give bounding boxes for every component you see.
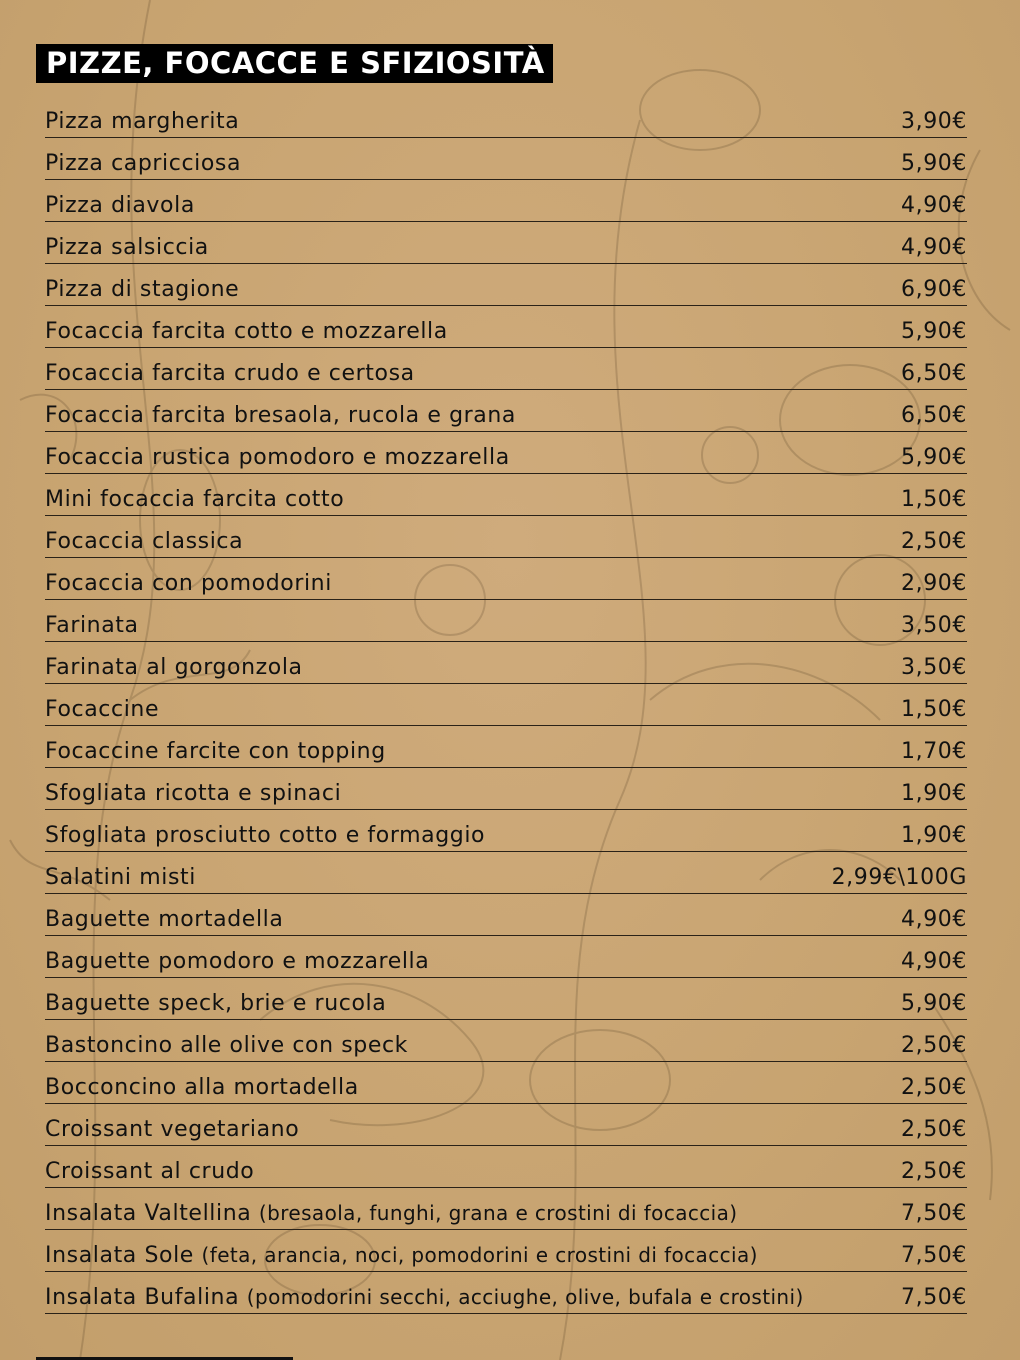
item-price: 3,90€: [901, 109, 967, 134]
item-price: 5,90€: [901, 991, 967, 1016]
item-name: [45, 1116, 299, 1144]
item-name-text: Pizza salsiccia: [45, 235, 209, 260]
menu-item: [45, 266, 967, 306]
item-name: [45, 276, 239, 304]
item-description: (bresaola, funghi, grana e crostini di focaccia): [258, 1201, 738, 1225]
item-name: [45, 864, 196, 892]
item-price: 3,50€: [901, 655, 967, 680]
item-name-text: Bocconcino alla mortadella: [45, 1075, 359, 1100]
item-name: [45, 990, 386, 1018]
item-name-text: Mini focaccia farcita cotto: [45, 487, 345, 512]
item-name: [45, 1199, 737, 1228]
menu-item: [45, 560, 967, 600]
item-name: [45, 738, 386, 766]
item-name: [45, 486, 344, 514]
item-name-text: Insalata Valtellina: [45, 1201, 252, 1226]
item-name-text: Focaccia con pomodorini: [45, 571, 332, 596]
menu-item: [45, 1064, 967, 1104]
menu-item: [45, 392, 967, 432]
item-name-text: Pizza di stagione: [45, 277, 240, 302]
item-name-text: Bastoncino alle olive con speck: [45, 1033, 409, 1058]
menu-item: [45, 476, 967, 516]
item-price: 5,90€: [901, 151, 967, 176]
item-name-text: Baguette pomodoro e mozzarella: [45, 949, 430, 974]
item-name: [45, 444, 510, 472]
item-name-text: Pizza margherita: [45, 109, 240, 134]
item-price: 4,90€: [901, 193, 967, 218]
item-price: 4,90€: [901, 235, 967, 260]
menu-item: [45, 602, 967, 642]
menu-item: [45, 770, 967, 810]
item-price: 4,90€: [901, 907, 967, 932]
item-name: [45, 906, 283, 934]
item-name: [45, 192, 195, 220]
item-name-text: Insalata Bufalina: [45, 1285, 240, 1310]
item-name: [45, 1074, 359, 1102]
item-name-text: Farinata: [45, 613, 139, 638]
item-name: [45, 150, 241, 178]
item-price: 6,90€: [901, 277, 967, 302]
menu-item: [45, 350, 967, 390]
item-name-text: Focaccia classica: [45, 529, 244, 554]
item-name: [45, 612, 139, 640]
item-name: [45, 696, 159, 724]
item-name-text: Baguette speck, brie e rucola: [45, 991, 387, 1016]
item-price: 7,50€: [901, 1285, 967, 1310]
item-price: 1,70€: [901, 739, 967, 764]
item-price: 2,50€: [901, 1159, 967, 1184]
menu-item: [45, 938, 967, 978]
item-price: 2,50€: [901, 1075, 967, 1100]
item-price: 6,50€: [901, 403, 967, 428]
item-name-text: Focaccia farcita crudo e certosa: [45, 361, 415, 386]
item-price: 1,90€: [901, 823, 967, 848]
menu-item: [45, 1190, 967, 1230]
menu-item: [45, 518, 967, 558]
item-price: 5,90€: [901, 319, 967, 344]
menu-item: [45, 854, 967, 894]
item-price: 2,50€: [901, 1117, 967, 1142]
item-name-text: Focaccia farcita cotto e mozzarella: [45, 319, 448, 344]
menu-item: [45, 182, 967, 222]
menu-item: [45, 224, 967, 264]
menu-item: [45, 140, 967, 180]
item-price: 1,90€: [901, 781, 967, 806]
item-price: 7,50€: [901, 1201, 967, 1226]
item-description: (feta, arancia, noci, pomodorini e crostini di focaccia): [201, 1243, 758, 1267]
item-name: [45, 1283, 804, 1312]
menu-list: [45, 98, 967, 1316]
item-price: 1,50€: [901, 487, 967, 512]
item-description: (pomodorini secchi, acciughe, olive, bufala e crostini): [246, 1285, 804, 1309]
item-price: 1,50€: [901, 697, 967, 722]
menu-item: [45, 1022, 967, 1062]
item-name: [45, 402, 516, 430]
menu-item: [45, 644, 967, 684]
item-name: [45, 1158, 254, 1186]
item-name-text: Focaccine farcite con topping: [45, 739, 386, 764]
item-name: [45, 570, 332, 598]
item-name-text: Sfogliata ricotta e spinaci: [45, 781, 342, 806]
item-name-text: Salatini misti: [45, 865, 196, 890]
item-name: [45, 1241, 758, 1270]
menu-item: [45, 1274, 967, 1314]
item-name-text: Pizza capricciosa: [45, 151, 242, 176]
item-name-text: Focaccia farcita bresaola, rucola e grana: [45, 403, 517, 428]
menu-item: [45, 1232, 967, 1272]
item-price: 4,90€: [901, 949, 967, 974]
section-title: PIZZE, FOCACCE E SFIZIOSITÀ: [36, 44, 553, 83]
menu-item: [45, 1106, 967, 1146]
item-name-text: Sfogliata prosciutto cotto e formaggio: [45, 823, 486, 848]
item-name: [45, 654, 303, 682]
menu-item: [45, 1148, 967, 1188]
item-price: 2,50€: [901, 1033, 967, 1058]
item-price: 7,50€: [901, 1243, 967, 1268]
item-name-text: Pizza diavola: [45, 193, 195, 218]
item-name: [45, 528, 243, 556]
item-price: 2,99€\100G: [831, 865, 967, 890]
item-name: [45, 360, 415, 388]
menu-item: [45, 728, 967, 768]
item-name: [45, 1032, 408, 1060]
menu-item: [45, 896, 967, 936]
item-price: 2,50€: [901, 529, 967, 554]
menu-item: [45, 434, 967, 474]
item-name: [45, 234, 209, 262]
item-price: 3,50€: [901, 613, 967, 638]
menu-item: [45, 812, 967, 852]
menu-item: [45, 686, 967, 726]
item-name-text: Farinata al gorgonzola: [45, 655, 303, 680]
item-name-text: Croissant al crudo: [45, 1159, 255, 1184]
menu-item: [45, 98, 967, 138]
item-name: [45, 318, 448, 346]
item-name-text: Croissant vegetariano: [45, 1117, 300, 1142]
menu-item: [45, 308, 967, 348]
menu-item: [45, 980, 967, 1020]
item-name: [45, 822, 485, 850]
item-name: [45, 780, 341, 808]
item-name-text: Baguette mortadella: [45, 907, 284, 932]
item-name: [45, 948, 429, 976]
item-name-text: Insalata Sole: [45, 1243, 194, 1268]
item-name: [45, 108, 239, 136]
item-price: 5,90€: [901, 445, 967, 470]
item-price: 6,50€: [901, 361, 967, 386]
item-name-text: Focaccine: [45, 697, 160, 722]
item-name-text: Focaccia rustica pomodoro e mozzarella: [45, 445, 510, 470]
item-price: 2,90€: [901, 571, 967, 596]
